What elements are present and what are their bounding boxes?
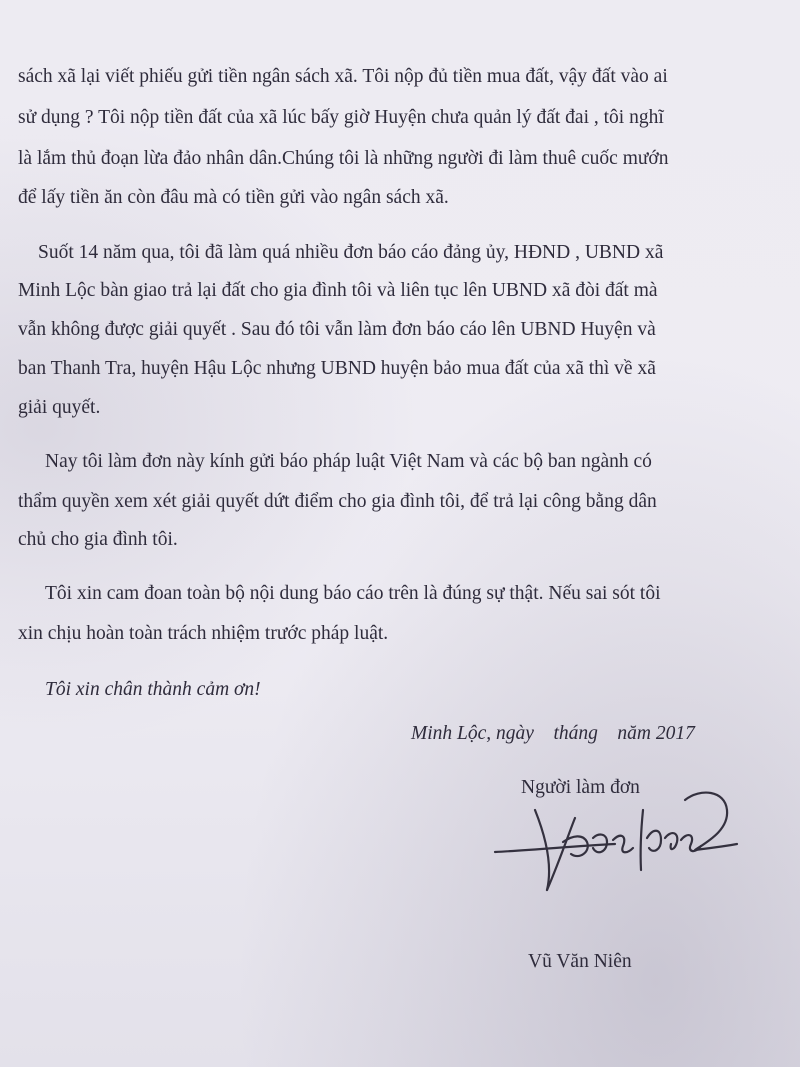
text-line: là lắm thủ đoạn lừa đảo nhân dân.Chúng tôi là những người đi làm thuê cuốc mướn — [18, 148, 669, 169]
text-line: sách xã lại viết phiếu gửi tiền ngân sách xã. Tôi nộp đủ tiền mua đất, vậy đất vào ai — [18, 66, 668, 87]
text-line: Nay tôi làm đơn này kính gửi báo pháp luật Việt Nam và các bộ ban ngành có — [45, 451, 652, 472]
text-line: Minh Lộc bàn giao trả lại đất cho gia đình tôi và liên tục lên UBND xã đòi đất mà — [18, 280, 658, 301]
thanks-line: Tôi xin chân thành cảm ơn! — [45, 679, 261, 700]
text-line: ban Thanh Tra, huyện Hậu Lộc nhưng UBND huyện bảo mua đất của xã thì về xã — [18, 358, 656, 379]
text-line: vẫn không được giải quyết . Sau đó tôi vẫn làm đơn báo cáo lên UBND Huyện và — [18, 319, 656, 340]
text-line: xin chịu hoàn toàn trách nhiệm trước pháp luật. — [18, 623, 389, 644]
text-line: Tôi xin cam đoan toàn bộ nội dung báo cáo trên là đúng sự thật. Nếu sai sót tôi — [45, 583, 661, 604]
text-line: sử dụng ? Tôi nộp tiền đất của xã lúc bấy giờ Huyện chưa quản lý đất đai , tôi nghĩ — [18, 107, 664, 128]
text-line: thẩm quyền xem xét giải quyết dứt điểm cho gia đình tôi, để trả lại công bằng dân — [18, 491, 657, 512]
text-line: chủ cho gia đình tôi. — [18, 529, 178, 550]
signature-image — [475, 777, 775, 910]
signer-name: Vũ Văn Niên — [528, 951, 632, 972]
text-line: để lấy tiền ăn còn đâu mà có tiền gửi vào ngân sách xã. — [18, 187, 449, 208]
text-line: giải quyết. — [18, 397, 101, 418]
signer-role: Người làm đơn — [521, 777, 640, 798]
handwritten-signature — [475, 777, 775, 910]
text-line: Suốt 14 năm qua, tôi đã làm quá nhiều đơn báo cáo đảng ủy, HĐND , UBND xã — [38, 242, 664, 263]
place-date: Minh Lộc, ngày tháng năm 2017 — [411, 723, 695, 744]
